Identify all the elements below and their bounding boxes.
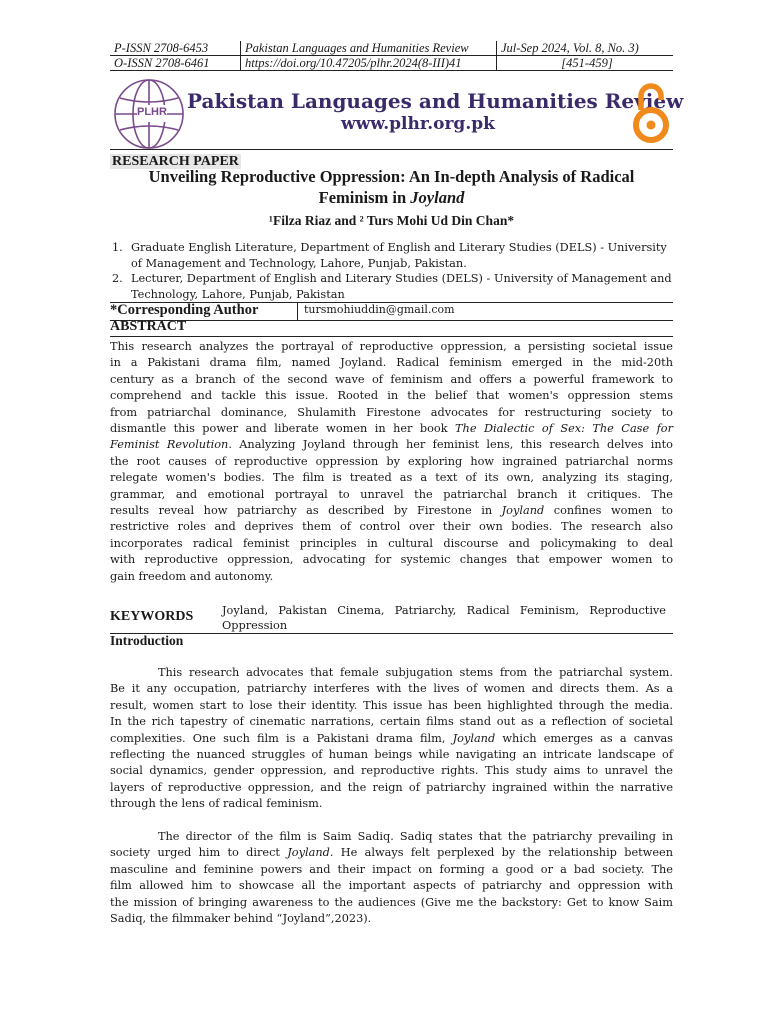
paragraph-text: which emerges as a canvas [495,731,673,745]
affiliation-text: Technology, Lahore, Punjab, Pakistan [131,288,345,301]
journal-url[interactable]: www.plhr.org.pk [341,114,495,134]
p-issn: P-ISSN 2708-6453 [110,41,241,56]
paragraph-line: In the rich tapestry of cinematic narrations, certain films stand out as a reflection of societal [110,715,673,729]
corresponding-author-label: *Corresponding Author [110,302,259,318]
paragraph-line: masculine and feminine powers and their impact on forming a good or a bad society. The [110,862,673,876]
paragraph-line: reflecting the nuanced struggles of human beings while navigating an intricate landscape of [110,748,673,762]
paragraph-line: Sadiq, the filmmaker behind “Joyland”,2023). [110,912,372,926]
paragraph-text: society urged him to direct [110,846,288,860]
keywords-rule [110,633,673,634]
keywords-line: Oppression [222,619,288,632]
header-meta-table [110,41,673,71]
abstract-line: from patriarchal dominance, Shulamith Firestone advocates for restructuring society to [110,405,673,419]
paragraph-line: layers of reproductive oppression, and the reign of patriarchy ingrained within the narrative [110,780,673,794]
affiliation-text: Lecturer, Department of English and Literary Studies (DELS) - University of Management and [131,272,672,285]
affiliation-1 [112,240,672,272]
paragraph-text: complexities. One such film is a Pakistani drama film, [110,731,453,745]
abstract-label: ABSTRACT [110,319,187,334]
abstract-text-span: confines women to [544,504,673,518]
title-film-name: Joyland [410,188,465,207]
open-access-icon [630,80,672,146]
film-name: Joyland. [287,846,334,860]
abstract-line [110,421,673,437]
paragraph-line [110,731,673,747]
keywords-label: KEYWORDS [110,609,194,624]
abstract-line: with reproductive oppression, advocating for systemic changes that empower women to [110,553,673,567]
doi-link[interactable]: https://doi.org/10.47205/plhr.2024(8-III)41 [241,56,497,71]
paragraph-line: Be it any occupation, patriarchy interferes with the lives of women and directs them. As a [110,682,673,696]
corresponding-divider [297,302,298,320]
title-line-2 [110,187,673,208]
article-type-label: RESEARCH PAPER [112,154,239,169]
abstract-text-span: results reveal how patriarchy as described by Firestone in [110,504,502,518]
paragraph-line: This research advocates that female subjugation stems from the patriarchal system. [158,666,673,679]
o-issn: O-ISSN 2708-6461 [110,56,241,71]
abstract-line: in a Pakistani drama film, named Joyland. Radical feminism emerged in the mid-20th [110,356,673,370]
abstract-line: comprehend and tackle this issue. Rooted in the belief that women's oppression stems [110,389,673,403]
book-title: Feminist Revolution [110,438,229,452]
keywords-line: Joyland, Pakistan Cinema, Patriarchy, Radical Feminism, Reproductive [222,604,666,617]
issue-info: Jul-Sep 2024, Vol. 8, No. 3) [497,41,674,56]
affiliation-2 [112,271,672,303]
affiliation-number: 2. [112,272,123,285]
abstract-line: century as a branch of the second wave of feminism and offers a powerful framework to [110,372,673,386]
film-name: Joyland [452,731,496,745]
paragraph-line: result, women start to lose their identity. This issue has been highlighted through the media. [110,698,673,712]
abstract-line: restrictive roles and deprives them of control over their own bodies. The research also [110,520,673,534]
abstract-rule [110,336,673,337]
abstract-line [110,437,673,453]
abstract-line: the root causes of reproductive oppression by exploring how ingrained patriarchal norms [110,454,673,468]
abstract-line: grammar, and emotional portrayal to unravel the patriarchal branch it critiques. The [110,487,673,501]
abstract-line: gain freedom and autonomy. [110,569,274,583]
keywords-text [222,603,666,633]
affiliation-text: Graduate English Literature, Department of English and Literary Studies (DELS) - University [131,241,667,254]
paragraph-line [110,845,673,861]
paragraph-line: the mission of bringing awareness to the audiences (Give me the backstory: Get to know Saim [110,895,673,909]
film-name: Joyland [501,504,545,518]
introduction-heading: Introduction [110,633,184,648]
abstract-line: This research analyzes the portrayal of reproductive oppression, a persisting societal issue [110,340,673,353]
logo-text: PLHR [137,106,167,118]
intro-paragraph-1 [110,665,673,813]
abstract-text-span: dismantle this power and liberate women in her book [110,422,456,436]
book-title: The Dialectic of Sex: The Case for [455,422,673,436]
title-line-1: Unveiling Reproductive Oppression: An In-depth Analysis of Radical [148,167,635,186]
page-range: [451-459] [497,56,674,71]
abstract-text-span: . Analyzing Joyland through her feminist lens, this research delves into [228,438,673,452]
abstract-line: incorporates radical feminist principles in cultural discourse and policymaking to deal [110,536,673,550]
paragraph-line: The director of the film is Saim Sadiq. Sadiq states that the patriarchy prevailing in [158,830,673,843]
corresponding-email[interactable]: tursmohiuddin@gmail.com [304,303,455,316]
plhr-logo [111,76,191,152]
paper-title [110,166,673,208]
paragraph-text: He always felt perplexed by the relationship between [333,846,673,860]
journal-title: Pakistan Languages and Humanities Review [187,89,684,113]
title-line-2-text: Feminism in [318,188,411,207]
abstract-line: relegate women's bodies. The film is treated as a text of its own, analyzing its staging, [110,471,673,485]
paragraph-line: film allowed him to showcase all the important aspects of patriarchy and oppression with [110,879,673,893]
intro-paragraph-2 [110,829,673,927]
abstract-line [110,503,673,519]
affiliation-text: of Management and Technology, Lahore, Punjab, Pakistan. [131,257,467,270]
affiliation-number: 1. [112,241,123,254]
journal-short-name: Pakistan Languages and Humanities Review [241,41,497,56]
corresponding-rule-bottom [110,320,673,321]
paragraph-line: social dynamics, gender oppression, and reproductive rights. This study aims to unravel the [110,764,673,778]
author-list: ¹Filza Riaz and ² Turs Mohi Ud Din Chan* [268,213,515,228]
abstract-text [110,339,673,585]
paragraph-line: through the lens of radical feminism. [110,797,323,811]
